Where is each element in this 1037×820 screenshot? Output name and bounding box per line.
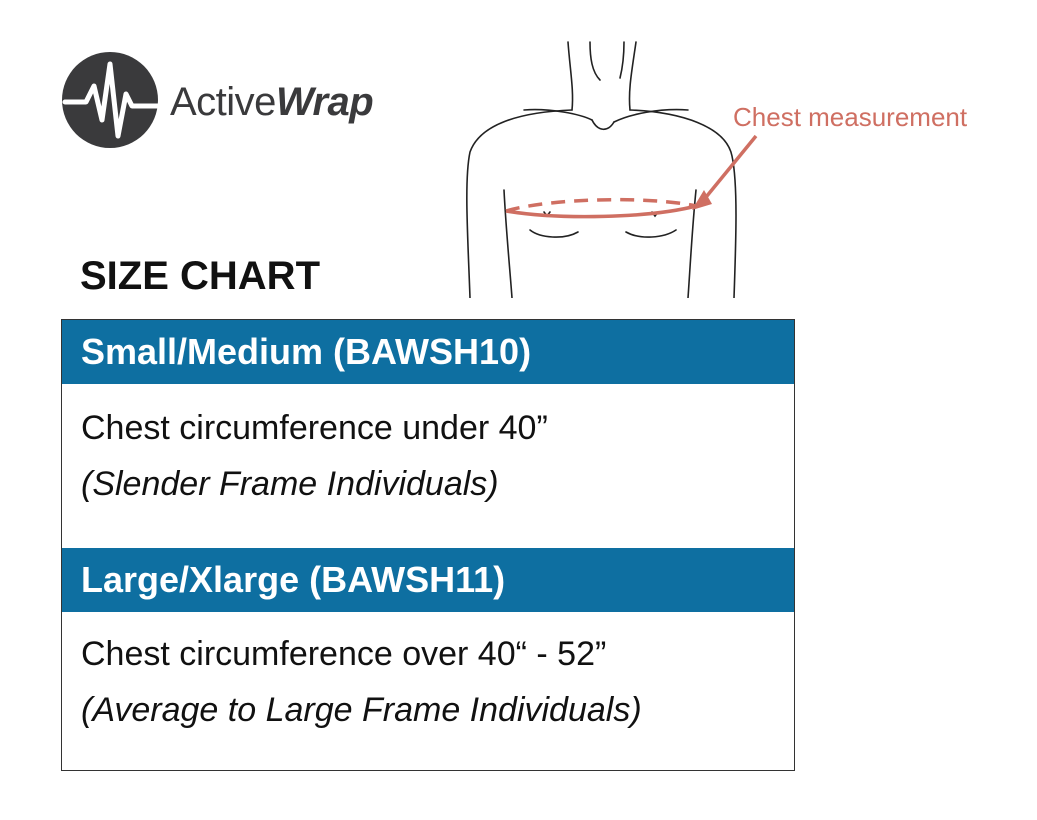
brand-name (170, 80, 373, 125)
brand-name-bold: Wrap (275, 80, 374, 124)
size-chart-table (61, 319, 795, 771)
brand-name-light: Active (170, 80, 276, 124)
measurement-band-front (506, 206, 696, 217)
torso-illustration (440, 40, 780, 298)
size-details-small-medium (62, 384, 794, 548)
activewrap-logo (62, 50, 442, 150)
neck-inner-left (590, 42, 600, 80)
neck-inner-right (620, 42, 624, 78)
pec-right (626, 230, 676, 237)
neck-right-line (629, 42, 636, 110)
pec-left (530, 230, 578, 237)
neck-left-line (568, 42, 573, 110)
shoulder-right (630, 110, 736, 298)
heartbeat-circle-icon (62, 50, 162, 150)
page-title: SIZE CHART (80, 254, 320, 298)
size-header-large-xlarge: Large/Xlarge (BAWSH11) (62, 548, 794, 612)
size-details-large-xlarge (62, 612, 794, 738)
torso-side-left (504, 190, 512, 298)
chest-range-small-medium: Chest circumference under 40” (81, 409, 548, 447)
frame-note-small-medium: (Slender Frame Individuals) (81, 465, 499, 503)
size-header-small-medium: Small/Medium (BAWSH10) (62, 320, 794, 384)
measurement-band-back (506, 200, 696, 211)
collarbone-notch (592, 120, 614, 129)
chest-measurement-label: Chest measurement (733, 102, 968, 132)
chest-range-large-xlarge: Chest circumference over 40“ - 52” (81, 635, 607, 673)
frame-note-large-xlarge: (Average to Large Frame Individuals) (81, 691, 642, 729)
